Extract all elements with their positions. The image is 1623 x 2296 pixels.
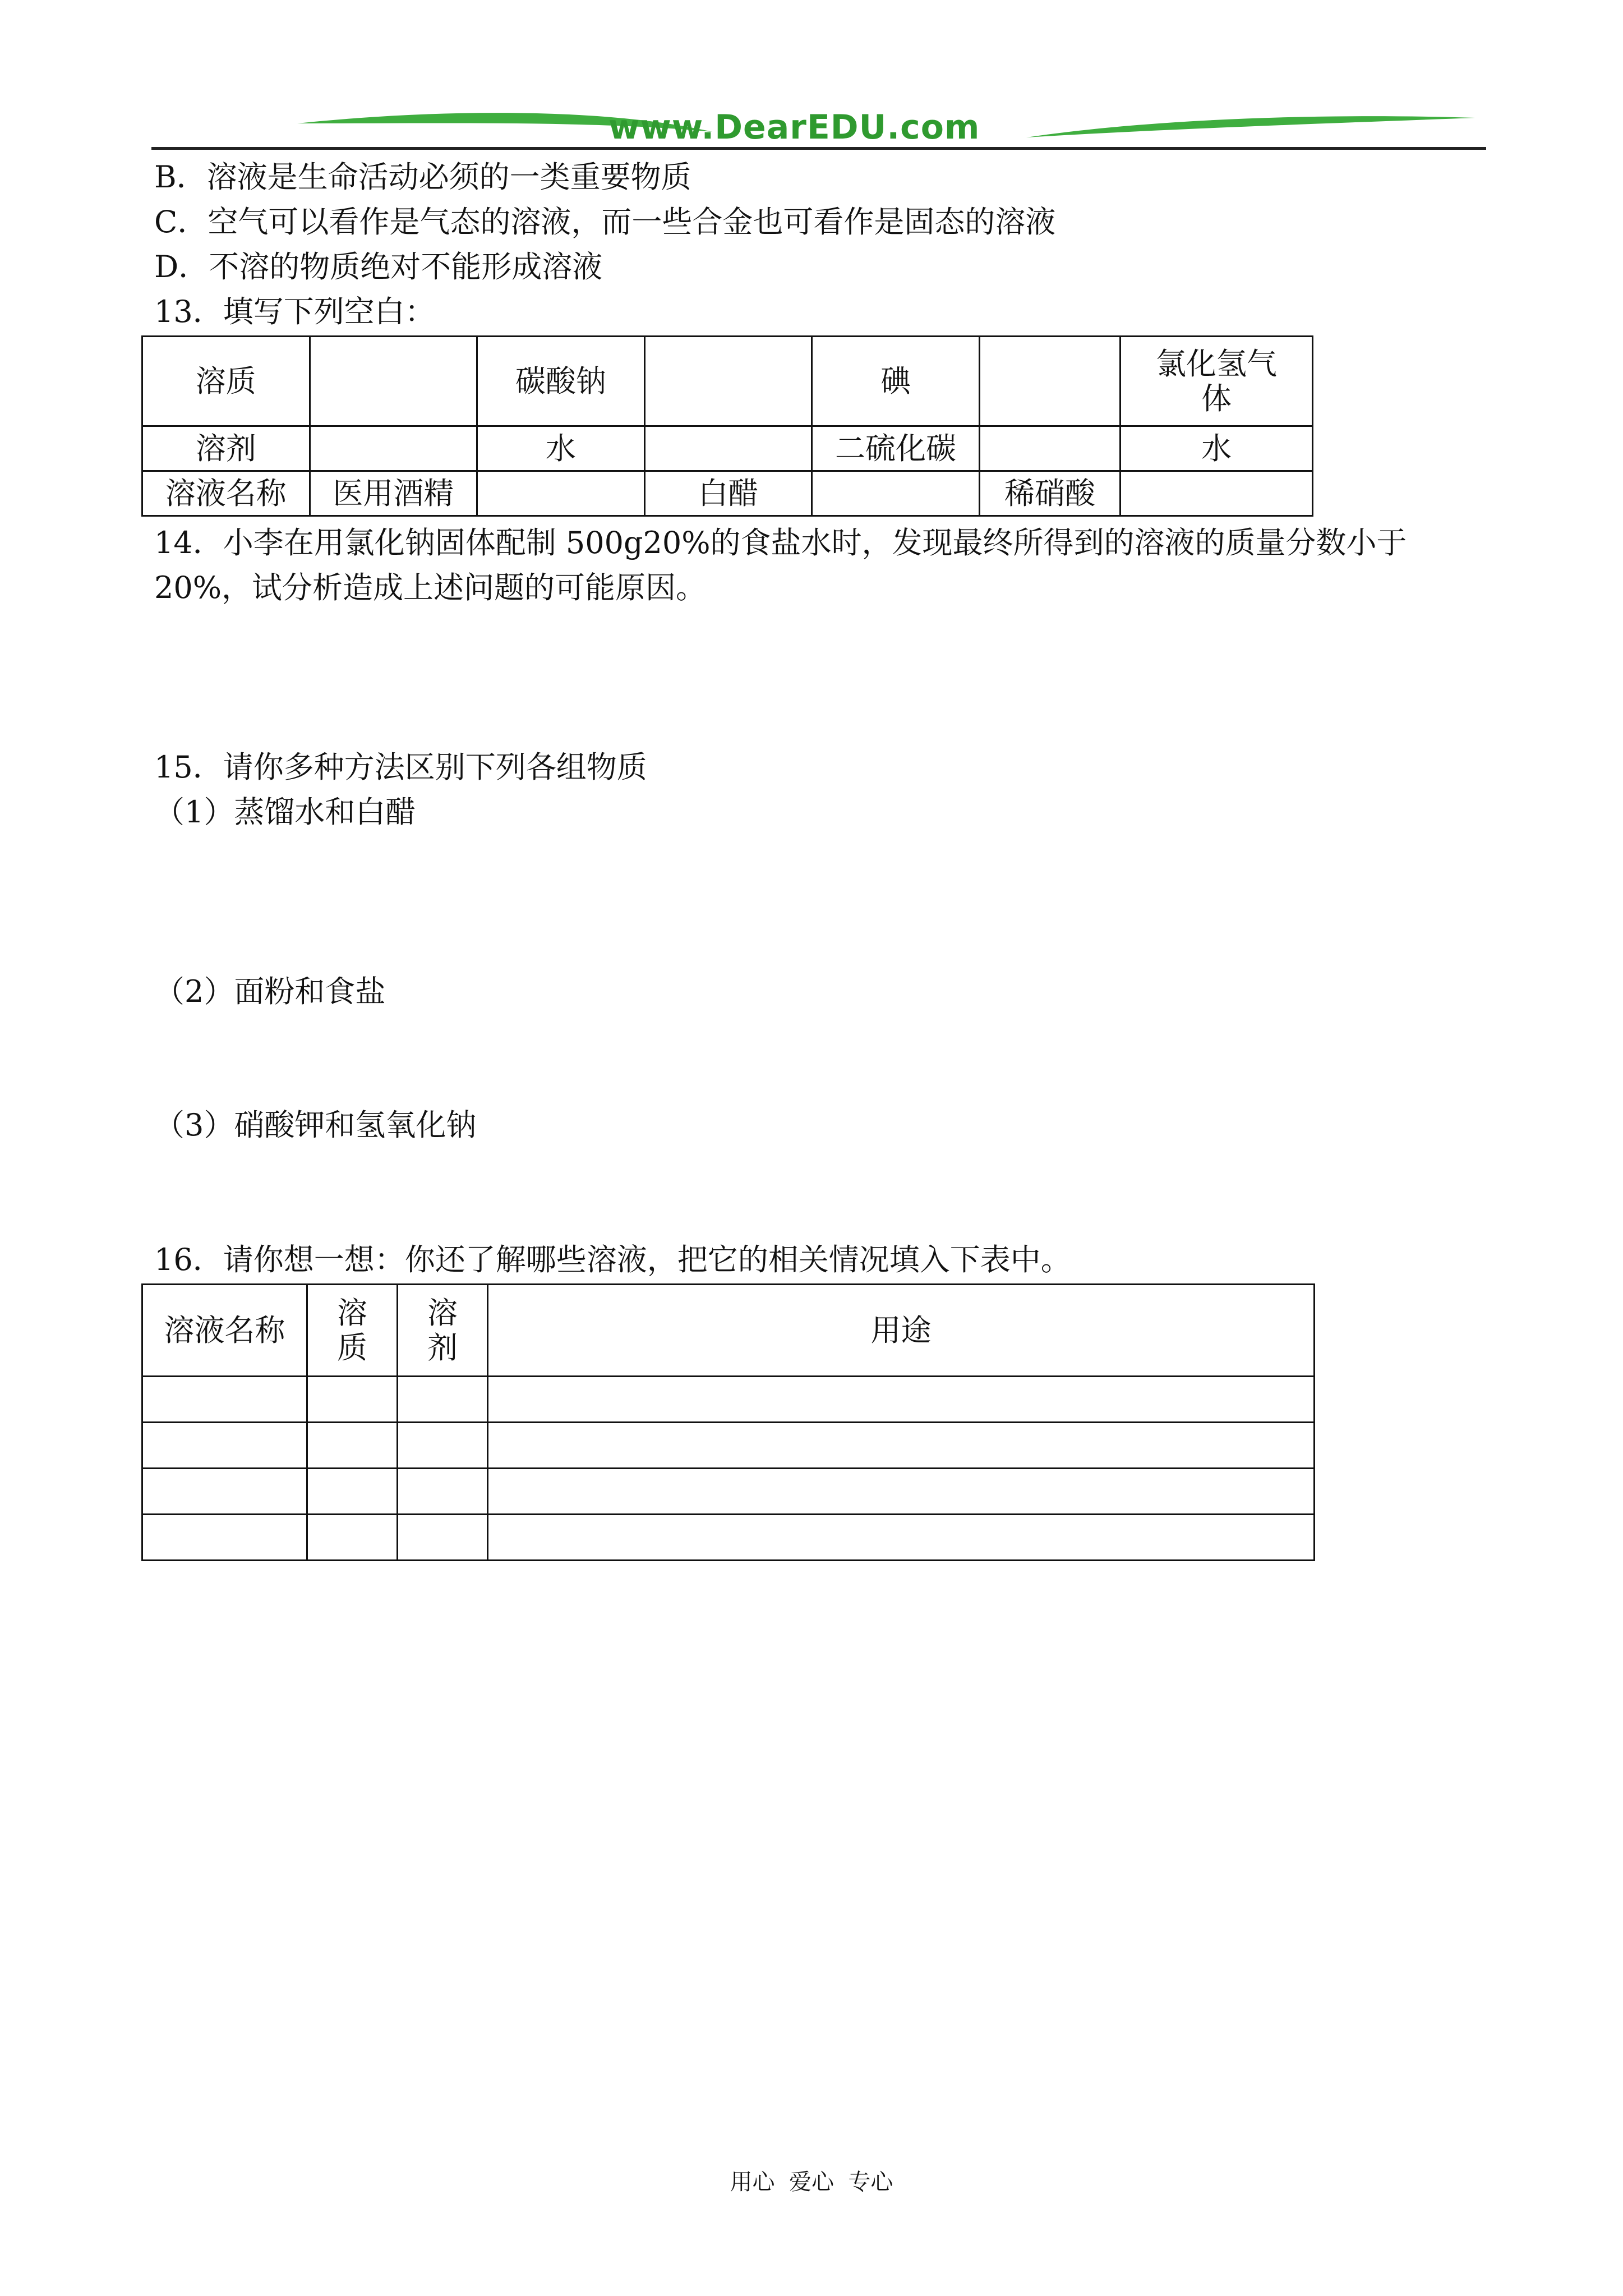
table-cell — [310, 426, 477, 471]
option-b: B．溶液是生命活动必须的一类重要物质 — [154, 159, 691, 195]
table-cell: 水 — [477, 426, 645, 471]
table-cell — [307, 1515, 398, 1561]
q13-title: 13．填写下列空白： — [154, 294, 435, 329]
table-cell — [488, 1515, 1315, 1561]
option-c: C．空气可以看作是气态的溶液，而一些合金也可看作是固态的溶液 — [154, 204, 1056, 240]
table-cell: 医用酒精 — [310, 471, 477, 516]
table-cell — [979, 337, 1120, 426]
table-header-row — [142, 1285, 1315, 1377]
table-cell — [1121, 471, 1313, 516]
table-cell: 水 — [1121, 426, 1313, 471]
q13-table — [141, 335, 1313, 517]
option-d: D．不溶的物质绝对不能形成溶液 — [154, 249, 603, 284]
table-cell: 溶质 — [142, 337, 310, 426]
table-cell — [644, 426, 812, 471]
table-cell: 稀硝酸 — [979, 471, 1120, 516]
table-cell — [488, 1377, 1315, 1423]
table-cell: 溶液名称 — [142, 471, 310, 516]
q15-title: 15．请你多种方法区别下列各组物质 — [154, 749, 647, 785]
q15-item-3: （3）硝酸钾和氢氧化钠 — [154, 1107, 477, 1143]
q16-table — [141, 1283, 1315, 1561]
table-cell: 碘 — [812, 337, 980, 426]
table-cell — [142, 1377, 307, 1423]
table-row — [142, 1423, 1315, 1469]
table-cell — [142, 1469, 307, 1515]
header-cell: 用途 — [488, 1285, 1315, 1377]
header-cell: 溶液名称 — [142, 1285, 307, 1377]
table-cell: 碳酸钠 — [477, 337, 645, 426]
table-cell — [488, 1423, 1315, 1469]
q14-line1: 14．小李在用氯化钠固体配制 500g20%的食盐水时，发现最终所得到的溶液的质量分数小于 — [154, 525, 1407, 560]
table-cell: 二硫化碳 — [812, 426, 980, 471]
header-rule — [151, 147, 1486, 150]
table-cell — [488, 1469, 1315, 1515]
q16-title: 16．请你想一想：你还了解哪些溶液，把它的相关情况填入下表中。 — [154, 1242, 1071, 1277]
table-cell — [398, 1515, 488, 1561]
table-row — [142, 426, 1313, 471]
table-cell — [812, 471, 980, 516]
header-cell: 溶剂 — [398, 1285, 488, 1377]
table-cell — [398, 1423, 488, 1469]
q15-item-1: （1）蒸馏水和白醋 — [154, 794, 416, 830]
q14-line2: 20%，试分析造成上述问题的可能原因。 — [154, 570, 707, 605]
table-row — [142, 337, 1313, 426]
table-cell — [979, 426, 1120, 471]
site-logo: www.DearEDU.com — [608, 108, 980, 147]
table-cell — [398, 1377, 488, 1423]
q15-item-2: （2）面粉和食盐 — [154, 974, 386, 1009]
table-cell — [644, 337, 812, 426]
table-row — [142, 471, 1313, 516]
table-cell: 氯化氢气体 — [1121, 337, 1313, 426]
table-cell: 溶剂 — [142, 426, 310, 471]
table-row — [142, 1515, 1315, 1561]
table-cell — [398, 1469, 488, 1515]
page-footer: 用心 爱心 专心 — [730, 2169, 893, 2195]
table-row — [142, 1469, 1315, 1515]
table-cell — [307, 1469, 398, 1515]
table-cell — [310, 337, 477, 426]
right-swoosh — [1026, 116, 1475, 137]
table-cell — [307, 1423, 398, 1469]
table-cell: 白醋 — [644, 471, 812, 516]
table-row — [142, 1377, 1315, 1423]
table-cell — [307, 1377, 398, 1423]
table-cell — [477, 471, 645, 516]
table-cell — [142, 1423, 307, 1469]
header-cell: 溶质 — [307, 1285, 398, 1377]
table-cell — [142, 1515, 307, 1561]
